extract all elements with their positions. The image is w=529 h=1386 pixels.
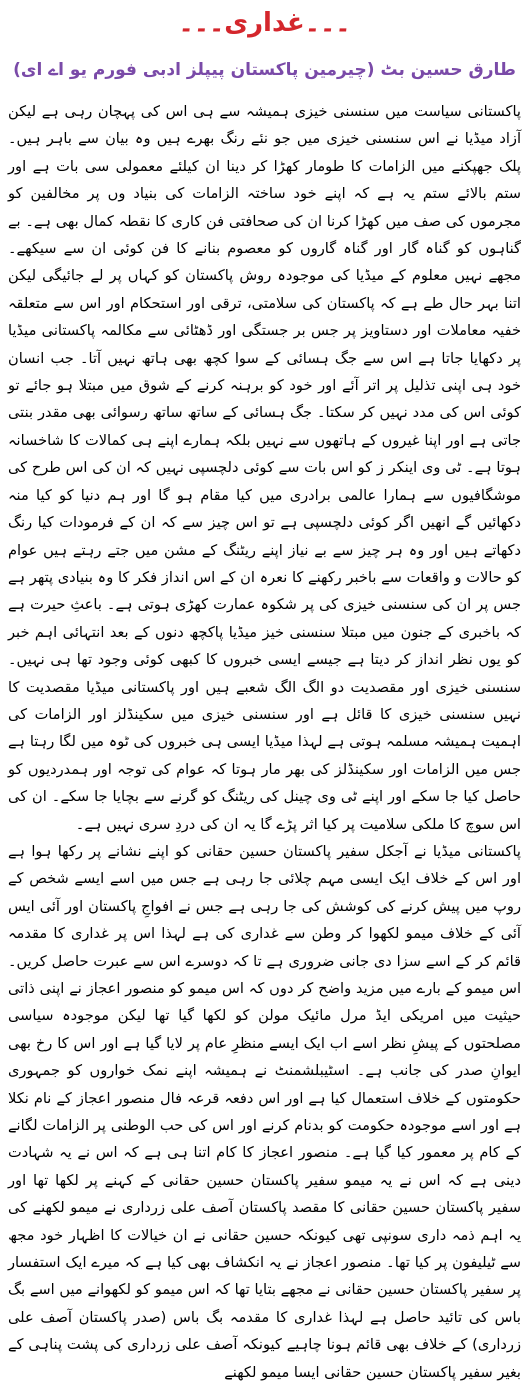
article-paragraph-2: پاکستانی میڈیا نے آجکل سفیر پاکستان حسین حقانی کو اپنے نشانے پر رکھا ہوا ہے اور اس کے خلاف ایک ایسی مہم چلائی جا رہی ہے جس میں اسے ایسے شخص کے روپ میں پیش کرنے کی کوشش کی جا رہی ہے جس نے افواجِ پاکستان اور آئی ایس آئی کے خلاف میمو لکھوا کر وطن سے غداری کی ہے لہذا اس پر غداری کا مقدمہ قائم کر کے اسے سزا دی جانی ضروری ہے تا کہ دوسرے اس سے عبرت حاصل کریں۔ اس میمو کے بارے میں مزید واضح کر دوں کہ اس میمو کو منصور اعجاز نے اپنی ذاتی حیثیت میں امریکی ایڈ مرل مائیک مولن کو لکھا گیا تھا لیکن موجودہ سیاسی مصلحتوں کے پیشِ نظر اسے اب ایک ایسے منظرِ عام پر لایا گیا ہے اور اس کا رخ بھی ایوانِ صدر کی جانب ہے۔ اسٹیبلشمنٹ نے ہمیشہ اپنے نمک خواروں کو جمہوری حکومتوں کے خلاف استعمال کیا ہے اور اس دفعہ قرعہ فال منصور اعجاز کے نام نکلا ہے اور اسے موجودہ حکومت کو بدنام کرنے اور اس کی حب الوطنی پر الزامات لگانے کے کام پر معمور کیا گیا ہے۔ منصور اعجاز کا کام اتنا ہی ہے کہ اس نے یہ شہادت دینی ہے کہ اس نے یہ میمو سفیر پاکستان حسین حقانی کے کہنے پر لکھا تھا اور سفیر پاکستان حسین حقانی کا مقصد پاکستان آصف علی زرداری نے میمو لکھنے کی یہ اہم ذمہ داری سونپی تھی کیونکہ حسین حقانی نے ان خیالات کا اظہار خود مجھ سے ٹیلیفون پر کیا تھا۔ منصور اعجاز نے یہ انکشاف بھی کیا ہے کہ میرے ایک استفسار پر سفیر پاکستان حسین حقانی نے مجھے بتایا تھا کہ اس میمو کو لکھوانے میں اسے بگ باس کی تائید حاصل ہے لہذا غداری کا مقدمہ بگ باس (صدر پاکستان آصف علی زرداری) کے خلاف بھی قائم ہونا چاہیے کیونکہ آصف علی زرداری کی پشت پناہی کے بغیر سفیر پاکستان حسین حقانی ایسا میمو لکھنے (8, 842, 521, 1381)
article-title: ۔۔۔غداری۔۔۔ (178, 8, 351, 38)
article-body (8, 98, 521, 1386)
author-byline: طارق حسین بٹ (چیرمین پاکستان پیپلز ادبی فورم یو اے ای) (13, 60, 516, 80)
article-paragraph-1: پاکستانی سیاست میں سنسنی خیزی ہمیشہ سے ہی اس کی پہچان رہی ہے لیکن آزاد میڈیا نے اس سنسنی خیزی میں جو نئے رنگ بھرے ہیں وہ بیان سے باہر ہیں۔ پلک جھپکنے میں الزامات کا طومار کھڑا کر دینا ان کیلئے معمولی سی بات ہے اور ستم بالائے ستم یہ ہے کہ اپنے خود ساختہ الزامات کی بنیاد وں پر مخالفین کو مجرموں کی صف میں کھڑا کرنا ان کی صحافتی فن کاری کا نقطہ کمال بھی ہے۔ بے گناہوں کو گناہ گار اور گناہ گاروں کو معصوم بنانے کا فن کوئی ان سے سیکھے۔ مجھے نہیں معلوم کے میڈیا کی موجودہ روش پاکستان کو کہاں پر لے جائیگی لیکن اتنا بہر حال طے ہے کہ پاکستان کی سلامتی، ترقی اور استحکام اور اس سے متعلقہ خفیہ معاملات اور دستاویز پر جس بر جستگی اور ڈھٹائی سے مکالمہ پاکستانی میڈیا پر دکھایا جاتا ہے اس سے جگ ہسائی کے سوا کچھ بھی ہاتھ نہیں آتا۔ جب انسان خود ہی اپنی تذلیل پر اتر آئے اور خود کو برہنہ کرنے کے شوق میں مبتلا ہو جائے تو کوئی اس کی مدد نہیں کر سکتا۔ جگ ہسائی کے ساتھ ساتھ رسوائی بھی مقدر بنتی جاتی ہے اور اپنا غیروں کے ہاتھوں سے نہیں بلکہ ہمارے اپنے ہی کمالات کا شاخسانہ ہوتا ہے۔ ٹی وی اینکر ز کو اس بات سے کوئی دلچسپی نہیں کہ ان کی اس طرح کی موشگافیوں سے ہمارا عالمی برادری میں کیا مقام ہو گا اور ہم دنیا کو کیا منہ دکھائیں گے انھیں اگر کوئی دلچسپی ہے تو اس چیز سے کہ ان کے فرمودات کیا رنگ دکھاتے ہیں اور وہ ہر چیز سے بے نیاز اپنے ریٹنگ کے مشن میں جتے رہتے ہیں عوام کو حالات و واقعات سے باخبر رکھنے کا نعرہ ان کے اس انداز فکر کا وہ بنیادی پتھر ہے جس پر ان کی سنسنی خیزی کی پر شکوہ عمارت کھڑی ہوتی ہے۔ باعثِ حیرت ہے کہ باخبری کے جنون میں مبتلا سنسنی خیز میڈیا پاکچھ دنوں کے بعد انتہائی اہم خبر کو یوں نظر انداز کر دیتا ہے جیسے ایسی خبروں کا کبھی کوئی وجود تھا ہی نہیں۔ سنسنی خیزی اور مقصدیت دو الگ الگ شعبے ہیں اور پاکستانی میڈیا مقصدیت کا نہیں سنسنی خیزی کا قائل ہے اور سنسنی خیزی میں سکینڈلز اور الزامات کی اہمیت ہمیشہ مسلمہ ہوتی ہے لہذا میڈیا ایسی ہی خبروں کی ٹوہ میں لگا رہتا ہے جس میں الزامات اور سکینڈلز کی بھر مار ہوتا کہ عوام کی توجہ اور ہمدردیوں کو حاصل کیا جا سکے اور اپنے ٹی وی چینل کی ریٹنگ کو گرنے سے بچایا جا سکے۔ ان کی اس سوچ کا ملکی سلامیت پر کیا اثر پڑے گا یہ ان کی دردِ سری نہیں ہے۔ (8, 103, 521, 833)
